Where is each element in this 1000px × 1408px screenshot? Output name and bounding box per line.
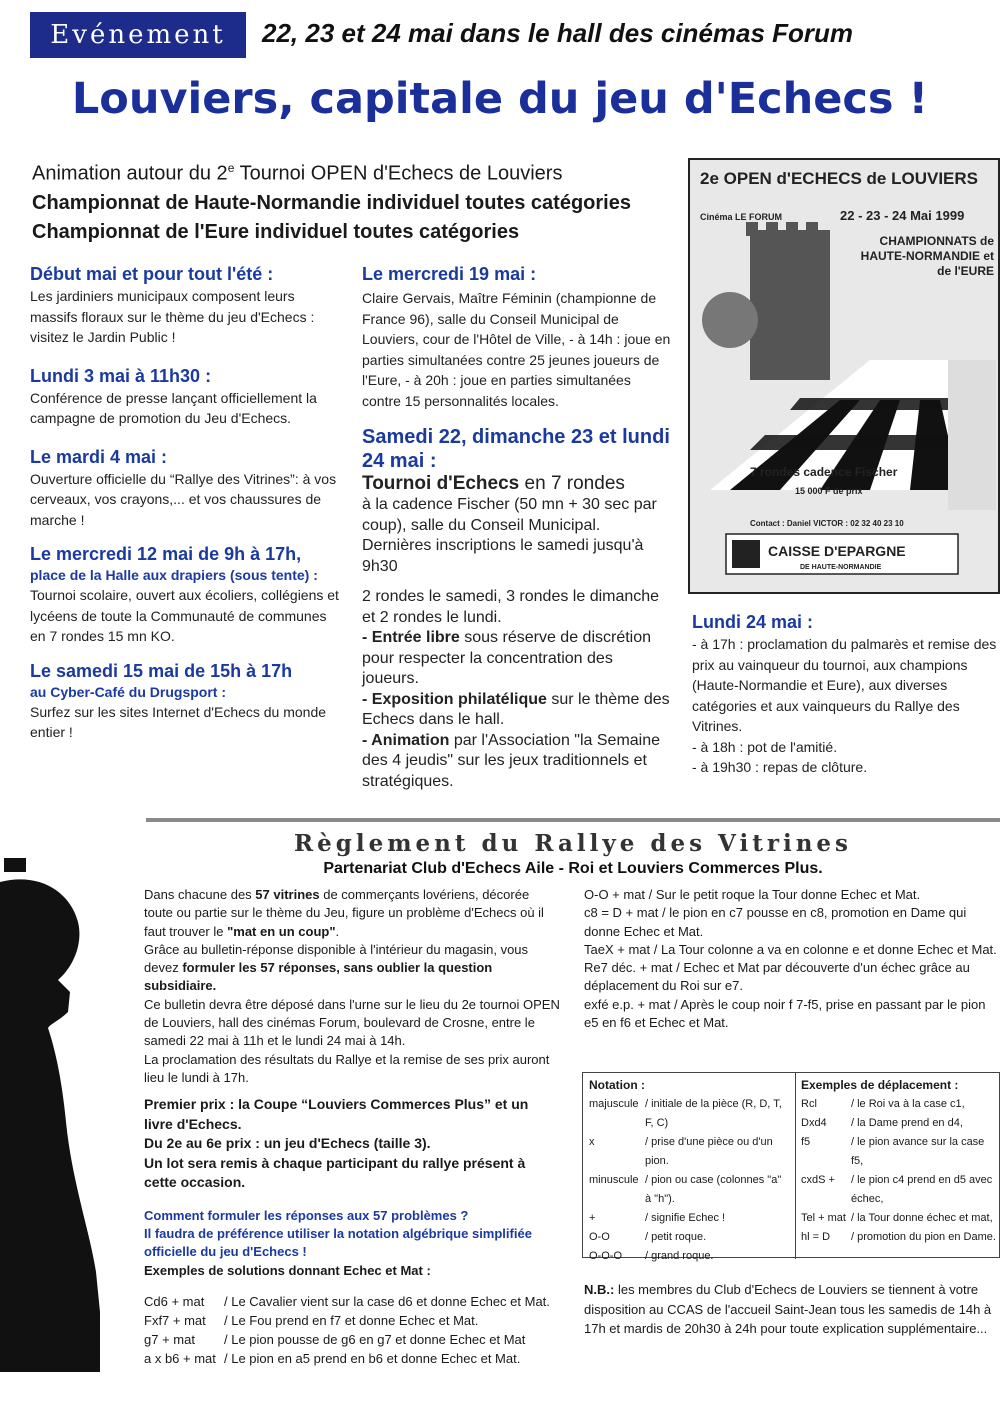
notation-row: minuscule / pion ou case (colonnes "a" à "h"). — [589, 1174, 782, 1205]
poster-cinema: Cinéma LE FORUM — [700, 212, 783, 222]
notation-row: majuscule / initiale de la pièce (R, D, T, F, C) — [589, 1098, 782, 1129]
event-text: Conférence de presse lançant officiellement la campagne de promotion du Jeu d'Echecs. — [30, 389, 317, 426]
tournament-registration: Dernières inscriptions le samedi jusqu'à 9h30 — [362, 537, 644, 575]
event-block — [30, 542, 340, 647]
prizes — [144, 1095, 560, 1193]
rules-paragraph: Dans chacune des 57 vitrines de commerçants lovériens, décorée toute ou partie sur le thème du Jeu, figure un problème d'Echecs où il faut trouver le "mat en un coup". — [144, 887, 544, 939]
example-row: Dxd4 / la Dame prend en d4, — [801, 1117, 963, 1129]
poster-rondes: 7 rondes cadence Fischer — [750, 465, 898, 479]
tournament-rounds: 2 rondes le samedi, 3 rondes le dimanche et 2 rondes le lundi. — [362, 588, 660, 626]
prize-first: Premier prix : la Coupe “Louviers Commerces Plus” et un livre d'Echecs. — [144, 1096, 529, 1132]
example-line: Re7 déc. + mat / Echec et Mat par découverte d'un échec grâce au déplacement du Roi sur e7. — [584, 960, 970, 994]
notation-row: x / prise d'une pièce ou d'un pion. — [589, 1136, 773, 1167]
rules-paragraph: Grâce au bulletin-réponse disponible à l'intérieur du magasin, vous devez formuler les 57 réponses, sans oublier la question subsidiaire. — [144, 941, 529, 994]
solution-row: g7 + mat / Le pion pousse de g6 en g7 et donne Echec et Mat — [144, 1331, 526, 1347]
prize-second: Du 2e au 6e prix : un jeu d'Echecs (taille 3). — [144, 1135, 431, 1152]
event-text: - à 18h : pot de l'amitié. — [692, 738, 838, 755]
event-heading: Le samedi 15 mai de 15h à 17h — [30, 660, 293, 681]
event-heading: Début mai et pour tout l'été : — [30, 264, 274, 284]
poster-knight — [702, 292, 758, 348]
event-text: Les jardiniers municipaux composent leurs massifs floraux sur le thème du jeu d'Echecs : visitez le Jardin Public ! — [30, 288, 315, 345]
rallye-title: Règlement du Rallye des Vitrines — [294, 830, 852, 857]
solutions-list — [144, 1292, 560, 1368]
poster-bank: CAISSE D'EPARGNE — [768, 543, 906, 559]
tournament-exhibition: - Exposition philatélique sur le thème des Echecs dans le hall. — [362, 690, 670, 728]
tournament-entry: - Entrée libre sous réserve de discrétion pour respecter la concentration des joueurs. — [362, 629, 652, 687]
solution-row: Cd6 + mat / Le Cavalier vient sur la case d6 et donne Echec et Mat. — [144, 1293, 550, 1309]
example-row: cxdS + / le pion c4 prend en d5 avec échec, — [801, 1174, 993, 1205]
poster-bank-sub: DE HAUTE-NORMANDIE — [800, 564, 882, 571]
event-text: Surfez sur les sites Internet d'Echecs du monde entier ! — [30, 703, 327, 740]
event-heading: Le mercredi 19 mai : — [362, 264, 537, 284]
event-heading: Samedi 22, dimanche 23 et lundi 24 mai : — [362, 426, 670, 472]
notation-divider — [795, 1073, 796, 1259]
solution-row: a x b6 + mat / Le pion en a5 prend en b6 et donne Echec et Mat. — [144, 1350, 521, 1366]
rallye-rules — [144, 886, 560, 1368]
question-answer: Il faudra de préférence utiliser la notation algébrique simplifiée officielle du jeu d'Echecs ! — [144, 1226, 532, 1260]
poster-contact: Contact : Daniel VICTOR : 02 32 40 23 10 — [750, 519, 904, 528]
event-text: - à 17h : proclamation du palmarès et remise des prix au vainqueur du tournoi, aux champions (Haute-Normandie et Eure), aux diverses catégories et aux vainqueurs du Rallye des Vitrines. — [692, 636, 997, 734]
example-line: exfé e.p. + mat / Après le coup noir f 7-f5, prise en passant par le pion e5 en f6 et Echec et Mat. — [584, 996, 986, 1031]
chess-pawn-icon — [0, 852, 100, 1372]
event-heading: Le mercredi 12 mai de 9h à 17h, — [30, 544, 302, 564]
notation-row: O-O-O / grand roque. — [589, 1250, 714, 1262]
example-row: hl = D / promotion du pion en Dame. — [801, 1231, 996, 1243]
event-dates: 22, 23 et 24 mai dans le hall des cinémas Forum — [262, 18, 854, 48]
example-row: Tel + mat / la Tour donne échec et mat, — [801, 1212, 993, 1224]
column-middle — [362, 262, 672, 792]
event-block — [30, 445, 340, 531]
example-row: Rcl / le Roi va à la case c1, — [801, 1098, 965, 1110]
event-block — [30, 364, 340, 429]
page-title: Louviers, capitale du jeu d'Echecs ! — [71, 74, 929, 124]
rules-paragraph: La proclamation des résultats du Rallye et la remise de ses prix auront lieu le lundi à 17h. — [144, 1051, 550, 1085]
tournament-cadence: à la cadence Fischer (50 mn + 30 sec par coup), salle du Conseil Municipal. — [362, 496, 657, 534]
examples-heading: Exemples de déplacement : — [801, 1078, 959, 1092]
poster-championships: CHAMPIONNATS de HAUTE-NORMANDIE et de l'EURE — [860, 234, 994, 278]
solution-row: Fxf7 + mat / Le Fou prend en f7 et donne Echec et Mat. — [144, 1312, 479, 1328]
section-divider — [146, 818, 1000, 822]
event-text: Ouverture officielle du “Rallye des Vitrines”: à vos cerveaux, vos crayons,... et vos chaussures de marche ! — [30, 470, 337, 528]
intro-line-3: Championnat de l'Eure individuel toutes catégories — [32, 220, 520, 243]
poster-prix: 15 000 F de prix — [795, 486, 863, 496]
event-block — [30, 262, 340, 348]
intro-line-1: Animation autour du 2e Tournoi OPEN d'Echecs de Louviers — [32, 161, 563, 185]
notation-column — [589, 1076, 789, 1266]
poster-dates: 22 - 23 - 24 Mai 1999 — [840, 208, 965, 223]
rules-paragraph: Ce bulletin devra être déposé dans l'urne sur le lieu du 2e tournoi OPEN de Louviers, hall des cinémas Forum, boulevard de Crosne, entre le samedi 22 mai à 11h et le lundi 24 mai à 14h. — [144, 996, 560, 1049]
nota-bene: N.B.: les membres du Club d'Echecs de Louviers se tiennent à votre disposition au CCAS de l'accueil Saint-Jean tous les samedis de 14h à 17h et mardis de 20h30 à 24h pour toute explication supplémentaire... — [584, 1282, 992, 1336]
rallye-more-examples — [584, 886, 1000, 1032]
notation-row: + / signifie Echec ! — [589, 1212, 726, 1224]
event-subheading: au Cyber-Café du Drugsport : — [30, 683, 227, 700]
event-block — [30, 659, 340, 743]
notation-row: O-O / petit roque. — [589, 1231, 707, 1243]
tournament-lede: Tournoi d'Echecs en 7 rondes — [362, 473, 625, 494]
example-line: O-O + mat / Sur le petit roque la Tour donne Echec et Mat. — [584, 887, 921, 902]
notation-heading: Notation : — [589, 1078, 645, 1092]
event-heading: Lundi 24 mai : — [692, 612, 814, 632]
question-heading: Comment formuler les réponses aux 57 problèmes ? — [144, 1207, 469, 1223]
rallye-subtitle: Partenariat Club d'Echecs Aile - Roi et Louviers Commerces Plus. — [323, 860, 823, 877]
poster-title: 2e OPEN d'ECHECS de LOUVIERS — [700, 169, 978, 188]
intro — [32, 154, 692, 247]
examples-column — [801, 1076, 997, 1247]
examples-heading: Exemples de solutions donnant Echec et Mat : — [144, 1262, 431, 1278]
event-text: Claire Gervais, Maître Féminin (championne de France 96), salle du Conseil Municipal de Louviers, cour de l'Hôtel de Ville, - à 14h : joue en parties simultanées contre 25 jeunes joueurs de l'Eure, - à 20h : joue en parties simultanées contre 15 personnalités locales. — [362, 290, 671, 409]
prize-participation: Un lot sera remis à chaque participant du rallye présent à cette occasion. — [144, 1154, 526, 1191]
poster-art — [690, 160, 998, 592]
column-left — [30, 262, 340, 757]
event-text: Tournoi scolaire, ouvert aux écoliers, collégiens et lycéens de toute la Communauté de communes en 7 rondes 15 mn KO. — [30, 587, 339, 644]
example-line: TaeX + mat / La Tour colonne a va en colonne e et donne Echec et Mat. — [584, 941, 997, 957]
event-heading: Le mardi 4 mai : — [30, 446, 168, 467]
poster-bank-logo — [732, 540, 760, 568]
how-to-answer — [144, 1207, 560, 1280]
notation-box — [582, 1072, 1000, 1262]
poster-tower — [750, 230, 830, 380]
tournament-animation: - Animation par l'Association "la Semaine des 4 jeudis" sur les jeux traditionnels et stratégiques. — [362, 731, 661, 790]
column-right — [692, 610, 1000, 778]
intro-line-2: Championnat de Haute-Normandie individuel toutes catégories — [32, 191, 631, 214]
section-tag: Evénement — [30, 12, 246, 58]
example-line: c8 = D + mat / le pion en c7 pousse en c8, promotion en Dame qui donne Echec et Mat. — [584, 905, 967, 939]
event-poster — [688, 158, 1000, 594]
event-heading: Lundi 3 mai à 11h30 : — [30, 365, 212, 386]
event-subheading: place de la Halle aux drapiers (sous tente) : — [30, 567, 318, 583]
example-row: f5 / le pion avance sur la case f5, — [801, 1136, 985, 1167]
event-text: - à 19h30 : repas de clôture. — [692, 759, 868, 775]
